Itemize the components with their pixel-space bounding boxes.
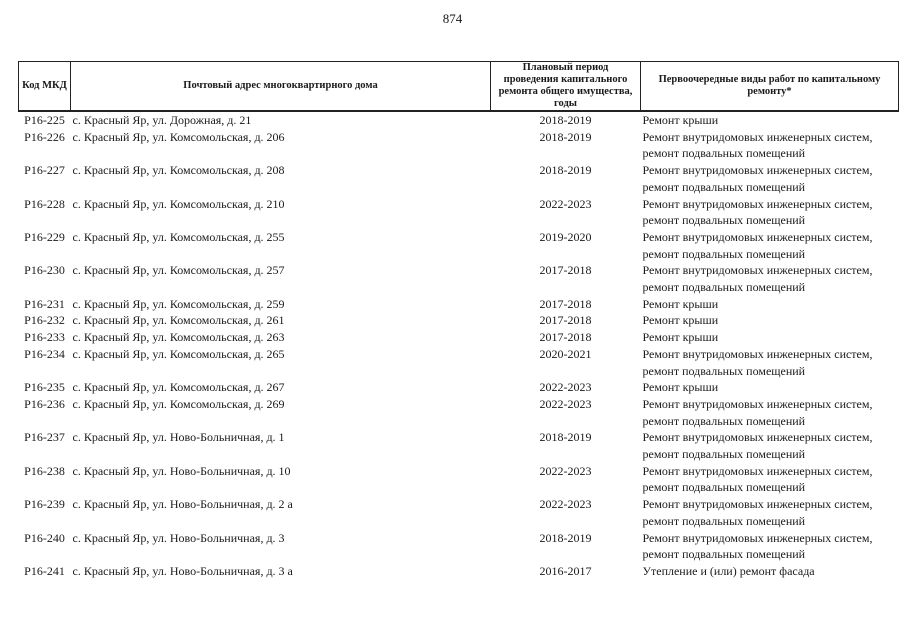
works-line: Ремонт внутридомовых инженерных систем, — [642, 129, 873, 144]
cell-period: 2018-2019 — [539, 129, 592, 144]
cell-address: с. Красный Яр, ул. Ново-Больничная, д. 1 — [72, 430, 285, 445]
cell-works — [641, 530, 899, 563]
works-line: Ремонт внутридомовых инженерных систем, — [642, 530, 873, 545]
works-line: ремонт подвальных помещений — [642, 480, 806, 495]
cell-works — [641, 496, 899, 529]
table-row — [19, 496, 899, 529]
cell-period: 2022-2023 — [539, 497, 592, 512]
cell-period: 2019-2020 — [539, 229, 592, 244]
works-line: Ремонт внутридомовых инженерных систем, — [642, 346, 873, 361]
cell-address: с. Красный Яр, ул. Комсомольская, д. 265 — [72, 346, 285, 361]
cell-code: Р16-240 — [24, 530, 65, 545]
cell-address: с. Красный Яр, ул. Ново-Больничная, д. 3 а — [72, 563, 293, 578]
cell-code: Р16-230 — [24, 263, 65, 278]
cell-period: 2018-2019 — [539, 530, 592, 545]
works-line: ремонт подвальных помещений — [642, 246, 806, 261]
cell-period: 2022-2023 — [539, 380, 592, 395]
cell-code: Р16-236 — [24, 396, 65, 411]
cell-works — [641, 296, 899, 313]
works-line: Ремонт крыши — [642, 113, 719, 127]
cell-code: Р16-237 — [24, 430, 65, 445]
table-row — [19, 296, 899, 313]
works-line: Утепление и (или) ремонт фасада — [642, 563, 815, 578]
cell-period: 2017-2018 — [539, 263, 592, 278]
cell-period: 2020-2021 — [539, 346, 592, 361]
cell-code: Р16-233 — [24, 330, 65, 345]
table-row — [19, 563, 899, 580]
works-line: Ремонт крыши — [642, 296, 719, 311]
cell-address: с. Красный Яр, ул. Комсомольская, д. 257 — [72, 263, 285, 278]
cell-code: Р16-231 — [24, 296, 65, 311]
cell-works — [641, 312, 899, 329]
cell-code: Р16-232 — [24, 313, 65, 328]
cell-works — [641, 229, 899, 262]
cell-code: Р16-225 — [24, 113, 65, 127]
cell-period: 2017-2018 — [539, 330, 592, 345]
cell-address: с. Красный Яр, ул. Комсомольская, д. 255 — [72, 229, 285, 244]
cell-works — [641, 111, 899, 129]
header-works: Первоочередные виды работ по капитальному ремонту* — [641, 62, 899, 112]
works-line: Ремонт внутридомовых инженерных систем, — [642, 196, 873, 211]
cell-period: 2016-2017 — [539, 563, 592, 578]
cell-works — [641, 196, 899, 229]
table-row — [19, 346, 899, 379]
works-line: ремонт подвальных помещений — [642, 547, 806, 562]
table-header-row — [19, 62, 899, 112]
cell-works — [641, 429, 899, 462]
table-row — [19, 530, 899, 563]
cell-address: с. Красный Яр, ул. Комсомольская, д. 259 — [72, 296, 285, 311]
table-row — [19, 262, 899, 295]
mkd-table — [18, 61, 899, 580]
works-line: ремонт подвальных помещений — [642, 513, 806, 528]
cell-code: Р16-239 — [24, 497, 65, 512]
cell-address: с. Красный Яр, ул. Ново-Больничная, д. 10 — [72, 463, 291, 478]
cell-address: с. Красный Яр, ул. Ново-Больничная, д. 2 а — [72, 497, 293, 512]
header-period: Плановый период проведения капитального ремонта общего имущества, годы — [491, 62, 641, 112]
page-number: 874 — [442, 11, 463, 26]
cell-works — [641, 563, 899, 580]
cell-period: 2018-2019 — [539, 430, 592, 445]
cell-code: Р16-241 — [24, 563, 65, 578]
table-row — [19, 196, 899, 229]
cell-address: с. Красный Яр, ул. Комсомольская, д. 210 — [72, 196, 285, 211]
table-row — [19, 329, 899, 346]
cell-period: 2022-2023 — [539, 463, 592, 478]
table-row — [19, 379, 899, 396]
cell-works — [641, 379, 899, 396]
works-line: Ремонт крыши — [642, 330, 719, 345]
works-line: Ремонт крыши — [642, 380, 719, 395]
cell-code: Р16-235 — [24, 380, 65, 395]
works-line: ремонт подвальных помещений — [642, 447, 806, 462]
cell-code: Р16-229 — [24, 229, 65, 244]
cell-works — [641, 396, 899, 429]
cell-period: 2018-2019 — [539, 163, 592, 178]
cell-works — [641, 329, 899, 346]
table-row — [19, 162, 899, 195]
works-line: ремонт подвальных помещений — [642, 179, 806, 194]
cell-address: с. Красный Яр, ул. Ново-Больничная, д. 3 — [72, 530, 285, 545]
cell-address: с. Красный Яр, ул. Комсомольская, д. 263 — [72, 330, 285, 345]
cell-period: 2022-2023 — [539, 196, 592, 211]
cell-period: 2017-2018 — [539, 296, 592, 311]
works-line: ремонт подвальных помещений — [642, 146, 806, 161]
works-line: Ремонт внутридомовых инженерных систем, — [642, 263, 873, 278]
table-row — [19, 312, 899, 329]
table-row — [19, 129, 899, 162]
cell-period: 2017-2018 — [539, 313, 592, 328]
table-row — [19, 229, 899, 262]
works-line: Ремонт внутридомовых инженерных систем, — [642, 463, 873, 478]
cell-code: Р16-238 — [24, 463, 65, 478]
cell-address: с. Красный Яр, ул. Комсомольская, д. 269 — [72, 396, 285, 411]
cell-code: Р16-228 — [24, 196, 65, 211]
works-line: Ремонт внутридомовых инженерных систем, — [642, 430, 873, 445]
works-line: ремонт подвальных помещений — [642, 363, 806, 378]
table-body — [19, 111, 899, 580]
cell-period: 2018-2019 — [539, 113, 592, 127]
table-row — [19, 396, 899, 429]
header-code: Код МКД — [19, 62, 71, 112]
works-line: Ремонт внутридомовых инженерных систем, — [642, 396, 873, 411]
header-address: Почтовый адрес многоквартирного дома — [71, 62, 491, 112]
cell-code: Р16-227 — [24, 163, 65, 178]
cell-code: Р16-234 — [24, 346, 65, 361]
works-line: ремонт подвальных помещений — [642, 413, 806, 428]
cell-address: с. Красный Яр, ул. Комсомольская, д. 208 — [72, 163, 285, 178]
table-row — [19, 111, 899, 129]
cell-address: с. Красный Яр, ул. Дорожная, д. 21 — [72, 113, 252, 127]
cell-works — [641, 463, 899, 496]
cell-works — [641, 129, 899, 162]
cell-address: с. Красный Яр, ул. Комсомольская, д. 267 — [72, 380, 285, 395]
cell-works — [641, 346, 899, 379]
works-line: ремонт подвальных помещений — [642, 213, 806, 228]
works-line: Ремонт крыши — [642, 313, 719, 328]
works-line: Ремонт внутридомовых инженерных систем, — [642, 497, 873, 512]
table-row — [19, 429, 899, 462]
table-row — [19, 463, 899, 496]
cell-address: с. Красный Яр, ул. Комсомольская, д. 206 — [72, 129, 285, 144]
cell-code: Р16-226 — [24, 129, 65, 144]
works-line: Ремонт внутридомовых инженерных систем, — [642, 163, 873, 178]
cell-address: с. Красный Яр, ул. Комсомольская, д. 261 — [72, 313, 285, 328]
works-line: Ремонт внутридомовых инженерных систем, — [642, 229, 873, 244]
works-line: ремонт подвальных помещений — [642, 280, 806, 295]
cell-period: 2022-2023 — [539, 396, 592, 411]
cell-works — [641, 162, 899, 195]
cell-works — [641, 262, 899, 295]
